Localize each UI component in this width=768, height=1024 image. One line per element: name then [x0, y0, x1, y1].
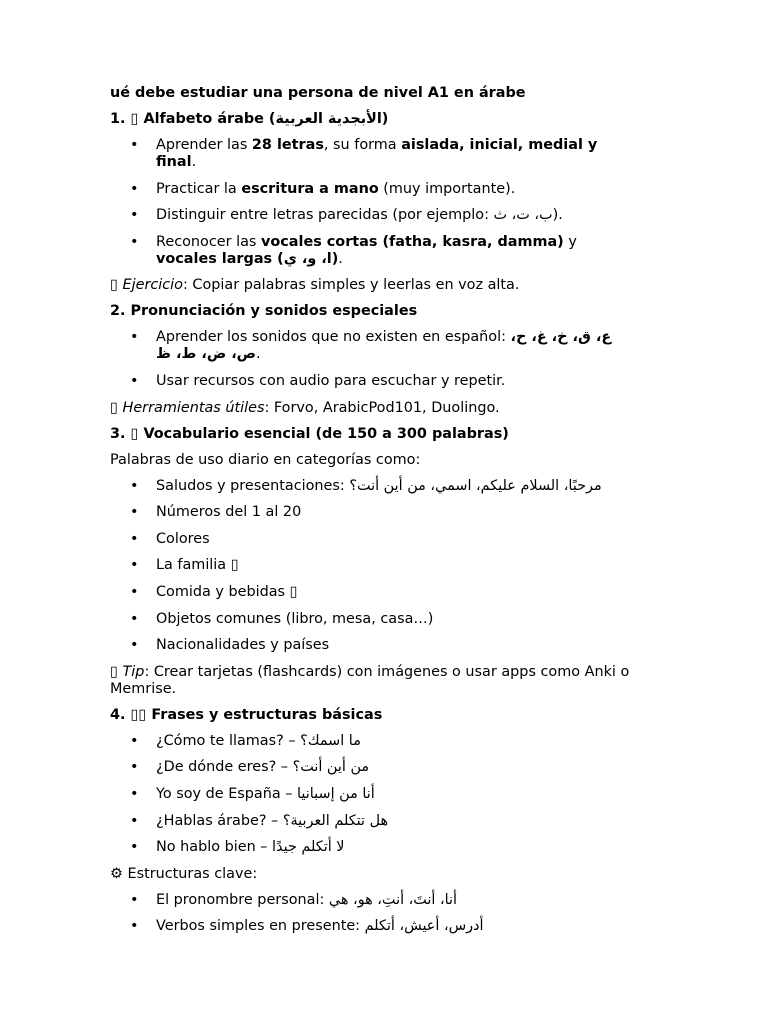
list-item: • Aprender los sonidos que no existen en español: ع، ق، خ، غ، ح، ص، ض، ط، ظ. [110, 329, 640, 363]
list-item: • Practicar la escritura a mano (muy importante). [110, 181, 640, 198]
list-item: • El pronombre personal: أنا، أنتَ، أنتِ، هو، هي [110, 892, 640, 909]
list-item: • Nacionalidades y países [110, 637, 640, 654]
placeholder-glyph-icon: ▯ [110, 663, 118, 680]
placeholder-glyph-icon: ▯ [130, 425, 139, 442]
section-1-heading: 1. ▯ Alfabeto árabe (الأبجدية العربية) [110, 111, 389, 127]
placeholder-glyph-icon: ▯ [110, 277, 118, 294]
gear-icon: ⚙ [110, 865, 123, 882]
section-1-list [110, 137, 640, 268]
placeholder-glyph-icon: ▯ [230, 557, 239, 574]
section-4-note: ⚙ Estructuras clave: [110, 865, 258, 882]
list-item: • Aprender las 28 letras, su forma aislada, inicial, medial y final. [110, 137, 640, 171]
list-item: • ¿Cómo te llamas? – ما اسمك؟ [110, 733, 640, 750]
section-1-note: ▯ Ejercicio: Copiar palabras simples y leerlas en voz alta. [110, 277, 520, 294]
list-item: • Números del 1 al 20 [110, 504, 640, 521]
document-title: ué debe estudiar una persona de nivel A1 en árabe [110, 85, 526, 101]
list-item: • La familia ▯ [110, 557, 640, 574]
section-3-list [110, 478, 640, 655]
list-item: • Colores [110, 531, 640, 548]
section-4-heading: 4. ▯▯ Frases y estructuras básicas [110, 706, 383, 723]
section-4-list [110, 733, 640, 856]
list-item: • No hablo bien – لا أتكلم جيدًا [110, 839, 640, 856]
list-item: • Reconocer las vocales cortas (fatha, kasra, damma) y vocales largas (ا، و، ي). [110, 234, 640, 268]
document-page [110, 85, 640, 945]
section-2-list [110, 329, 640, 390]
section-3-intro: Palabras de uso diario en categorías como: [110, 451, 421, 468]
list-item: • Distinguir entre letras parecidas (por ejemplo: ب، ت، ث). [110, 207, 640, 224]
section-3-heading: 3. ▯ Vocabulario esencial (de 150 a 300 palabras) [110, 425, 509, 442]
list-item: • Saludos y presentaciones: مرحبًا، السلام عليكم، اسمي، من أين أنت؟ [110, 478, 640, 495]
list-item: • ¿De dónde eres? – من أين أنت؟ [110, 759, 640, 776]
section-2-heading: 2. Pronunciación y sonidos especiales [110, 303, 418, 320]
list-item: • ¿Hablas árabe? – هل تتكلم العربية؟ [110, 813, 640, 830]
placeholder-glyph-icon: ▯ [130, 111, 139, 127]
placeholder-glyph-icon: ▯ [289, 583, 298, 600]
section-4-list-2 [110, 892, 640, 936]
list-item: • Yo soy de España – أنا من إسبانيا [110, 786, 640, 803]
list-item: • Verbos simples en presente: أدرس، أعيش، أتكلم [110, 918, 640, 935]
list-item: • Comida y bebidas ▯ [110, 584, 640, 601]
list-item: • Usar recursos con audio para escuchar y repetir. [110, 373, 640, 390]
placeholder-glyph-icon: ▯ [110, 399, 118, 416]
list-item: • Objetos comunes (libro, mesa, casa…) [110, 611, 640, 628]
section-3-note: ▯ Tip: Crear tarjetas (flashcards) con imágenes o usar apps como Anki o Memrise. [110, 663, 630, 697]
section-2-note: ▯ Herramientas útiles: Forvo, ArabicPod101, Duolingo. [110, 399, 500, 416]
placeholder-glyph-icon: ▯▯ [130, 706, 147, 723]
